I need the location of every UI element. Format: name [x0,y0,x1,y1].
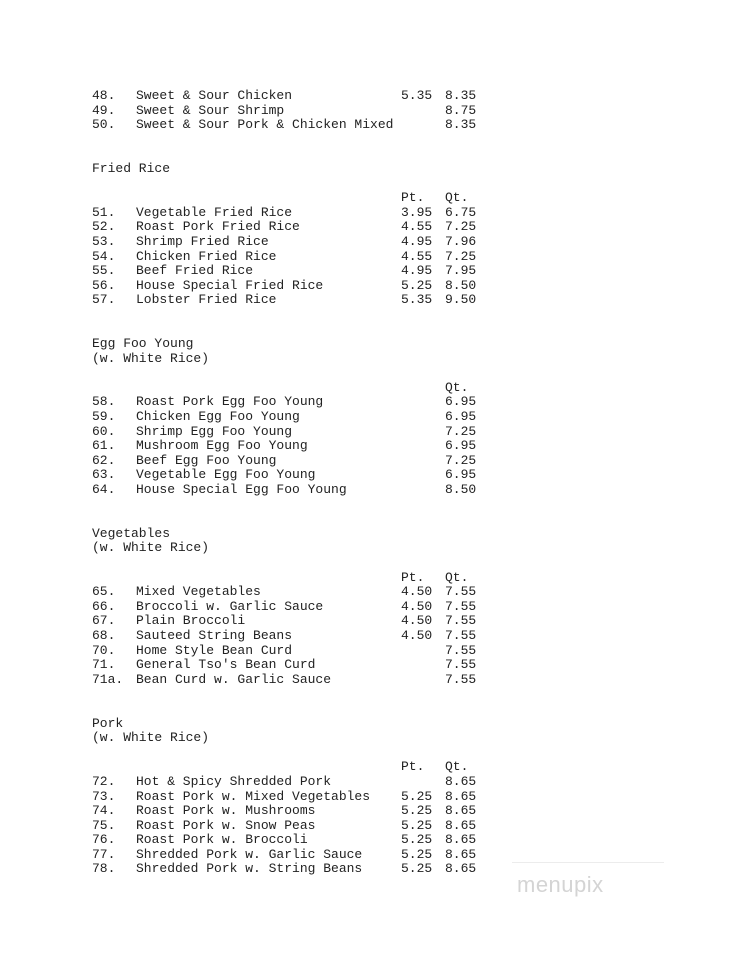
item-number: 53. [92,233,116,249]
item-price-pint: 5.25 [401,861,433,877]
item-name: Vegetable Fried Rice [136,204,293,220]
item-name: Mixed Vegetables [136,584,261,600]
item-price-quart: 8.65 [445,817,477,833]
item-price-pint: 5.25 [401,846,433,862]
menu-item [92,614,492,629]
column-header [92,191,492,206]
item-name: Plain Broccoli [136,613,246,629]
item-price-quart: 7.25 [445,423,477,439]
item-number: 58. [92,394,116,410]
item-price-quart: 6.75 [445,204,477,220]
item-price-quart: 6.95 [445,409,477,425]
item-price-pint: 4.55 [401,219,433,235]
item-price-pint: 4.95 [401,263,433,279]
item-price-quart: 7.25 [445,248,477,264]
item-price-quart: 6.95 [445,394,477,410]
item-number: 56. [92,277,116,293]
item-name: Shrimp Fried Rice [136,233,269,249]
item-price-pint: 4.50 [401,584,433,600]
watermark-rule [512,862,664,863]
item-number: 76. [92,832,116,848]
menu-item [92,250,492,265]
section-pork [92,717,492,878]
menu-item [92,804,492,819]
section-subtitle: (w. White Rice) [92,350,210,366]
menu-item [92,629,492,644]
item-price-pint: 5.25 [401,817,433,833]
menu-item [92,220,492,235]
item-price-pint: 5.25 [401,803,433,819]
menu-item [92,206,492,221]
quart-header: Qt. [445,190,469,206]
item-number: 52. [92,219,116,235]
item-price-quart: 8.65 [445,832,477,848]
item-number: 74. [92,803,116,819]
item-price-quart: 8.65 [445,861,477,877]
item-name: Beef Egg Foo Young [136,452,277,468]
menu-item [92,673,492,688]
item-price-pint: 4.50 [401,598,433,614]
section-subtitle: (w. White Rice) [92,540,210,556]
item-number: 61. [92,438,116,454]
item-name: Shredded Pork w. String Beans [136,861,363,877]
item-name: Roast Pork w. Mushrooms [136,803,316,819]
column-header [92,760,492,775]
item-name: Roast Pork w. Snow Peas [136,817,316,833]
item-name: House Special Fried Rice [136,277,324,293]
menu-item [92,118,492,133]
item-name: Vegetable Egg Foo Young [136,467,316,483]
item-number: 67. [92,613,116,629]
item-name: Roast Pork w. Broccoli [136,832,308,848]
menu-item [92,833,492,848]
item-price-quart: 8.65 [445,788,477,804]
section-title: Egg Foo Young [92,336,194,352]
menu-item [92,790,492,805]
menu-item [92,585,492,600]
item-name: Hot & Spicy Shredded Pork [136,773,332,789]
item-name: Roast Pork w. Mixed Vegetables [136,788,371,804]
item-price-quart: 7.55 [445,671,477,687]
menu-item [92,410,492,425]
menu-item [92,848,492,863]
item-price-quart: 7.95 [445,263,477,279]
item-number: 54. [92,248,116,264]
section-title: Vegetables [92,525,171,541]
section-fried-rice [92,162,492,308]
item-price-quart: 6.95 [445,438,477,454]
item-price-quart: 7.55 [445,642,477,658]
item-price-pint: 4.95 [401,233,433,249]
item-price-quart: 8.75 [445,102,477,118]
item-number: 64. [92,482,116,498]
item-price-quart: 7.55 [445,613,477,629]
item-price-quart: 8.65 [445,773,477,789]
item-name: Sweet & Sour Shrimp [136,102,285,118]
item-name: Sweet & Sour Chicken [136,88,293,103]
item-name: Lobster Fried Rice [136,292,277,308]
menu-item [92,862,492,877]
section-title: Fried Rice [92,160,171,176]
quart-header: Qt. [445,759,469,775]
item-price-quart: 8.65 [445,803,477,819]
menu-item [92,235,492,250]
item-price-pint: 5.35 [401,292,433,308]
item-name: Shredded Pork w. Garlic Sauce [136,846,363,862]
item-number: 72. [92,773,116,789]
item-number: 51. [92,204,116,220]
quart-header: Qt. [445,569,469,585]
section-egg-foo-young [92,337,492,498]
item-number: 71. [92,657,116,673]
item-price-quart: 6.95 [445,467,477,483]
item-number: 59. [92,409,116,425]
section-vegetables [92,527,492,688]
menu-item [92,279,492,294]
menu-item [92,454,492,469]
item-name: Broccoli w. Garlic Sauce [136,598,324,614]
column-header [92,381,492,396]
item-name: Chicken Egg Foo Young [136,409,300,425]
menu-item [92,104,492,119]
menu-item [92,395,492,410]
item-price-quart: 7.55 [445,657,477,673]
item-price-quart: 8.50 [445,482,477,498]
item-number: 57. [92,292,116,308]
item-number: 55. [92,263,116,279]
section-title: Pork [92,715,124,731]
item-price-pint: 5.25 [401,832,433,848]
section-subtitle: (w. White Rice) [92,730,210,746]
item-price-quart: 8.35 [445,117,477,133]
item-name: Sauteed String Beans [136,627,293,643]
item-name: Home Style Bean Curd [136,642,293,658]
item-price-pint: 4.50 [401,627,433,643]
item-number: 66. [92,598,116,614]
item-name: Chicken Fried Rice [136,248,277,264]
item-price-quart: 8.65 [445,846,477,862]
item-number: 75. [92,817,116,833]
item-name: Bean Curd w. Garlic Sauce [136,671,332,687]
item-price-quart: 7.25 [445,219,477,235]
item-name: House Special Egg Foo Young [136,482,347,498]
pint-header: Pt. [401,759,425,775]
pint-header: Pt. [401,190,425,206]
item-price-quart: 7.96 [445,233,477,249]
item-number: 63. [92,467,116,483]
item-number: 60. [92,423,116,439]
item-number: 49. [92,102,116,118]
menu-item [92,89,492,104]
item-name: Roast Pork Egg Foo Young [136,394,324,410]
menu-item [92,819,492,834]
item-number: 71a. [92,671,124,687]
menu-item [92,483,492,498]
item-number: 50. [92,117,116,133]
item-price-quart: 9.50 [445,292,477,308]
item-number: 68. [92,627,116,643]
item-price-quart: 7.55 [445,584,477,600]
item-price-quart: 7.55 [445,598,477,614]
item-number: 48. [92,88,116,103]
menupix-watermark: menupix [517,872,604,897]
item-price-pint: 4.50 [401,613,433,629]
item-number: 78. [92,861,116,877]
item-name: General Tso's Bean Curd [136,657,316,673]
menu-item [92,644,492,659]
item-price-quart: 7.55 [445,627,477,643]
item-name: Beef Fried Rice [136,263,254,279]
menu-page [92,89,492,877]
item-price-quart: 7.25 [445,452,477,468]
item-price-pint: 5.25 [401,277,433,293]
menu-item [92,468,492,483]
item-number: 62. [92,452,116,468]
item-number: 77. [92,846,116,862]
item-price-pint: 5.35 [401,88,433,103]
menu-item [92,600,492,615]
menu-item [92,775,492,790]
menu-item [92,293,492,308]
item-price-pint: 3.95 [401,204,433,220]
quart-header: Qt. [445,379,469,395]
menu-item [92,425,492,440]
item-number: 65. [92,584,116,600]
column-header [92,571,492,586]
item-number: 73. [92,788,116,804]
item-price-quart: 8.50 [445,277,477,293]
item-number: 70. [92,642,116,658]
menu-item [92,264,492,279]
item-name: Roast Pork Fried Rice [136,219,300,235]
item-name: Sweet & Sour Pork & Chicken Mixed [136,117,394,133]
menu-item [92,439,492,454]
item-price-pint: 4.55 [401,248,433,264]
menu-item [92,658,492,673]
item-price-quart: 8.35 [445,88,477,103]
item-price-pint: 5.25 [401,788,433,804]
item-name: Mushroom Egg Foo Young [136,438,308,454]
item-name: Shrimp Egg Foo Young [136,423,293,439]
pint-header: Pt. [401,569,425,585]
section-sweet-sour [92,89,492,133]
